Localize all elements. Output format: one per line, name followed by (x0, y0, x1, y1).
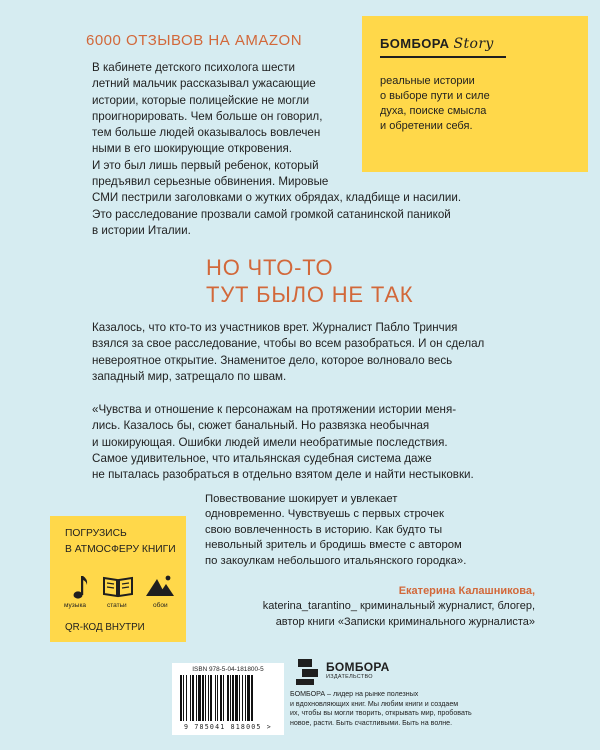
intro-line: ными в его шокирующие откровения. (92, 142, 292, 156)
isbn-text: ISBN 978-5-04-181800-5 (192, 666, 264, 673)
intro-line: Это расследование прозвали самой громкой сатанинской паникой (92, 207, 451, 221)
story-line: Казалось, что кто-то из участников врет. Журналист Пабло Тринчия (92, 321, 458, 334)
quote-line: и шокирующая. Ошибки людей имели необратимые последствия. (92, 435, 448, 449)
quote2-line: по закоулкам небольшого итальянского городка». (205, 554, 467, 567)
intro-line: предъявил серьезные обвинения. Мировые (92, 175, 329, 189)
publisher-line: их, чтобы вы могли творить, открывать мир, пробовать (290, 709, 472, 717)
quote2-line: свою вовлеченность в историю. Как будто ты (205, 523, 443, 536)
music-label: музыка (64, 602, 87, 609)
series-description (380, 74, 580, 134)
barcode-number: 9 785041 818005 > (184, 723, 272, 731)
intro-line: тем больше людей оказывалось вовлечен (92, 126, 321, 140)
intro-line: И это был лишь первый ребенок, который (92, 158, 319, 172)
publisher-subtitle: ИЗДАТЕЛЬСТВО (326, 674, 373, 680)
music-note-icon (72, 574, 90, 600)
intro-line: СМИ пестрили заголовками о жутких обрядах, кладбище и насилии. (92, 191, 462, 205)
series-line: и обретении себя. (380, 120, 473, 132)
intro-line: в истории Италии. (92, 223, 191, 237)
story-line: взялся за свое расследование, чтобы во всем разобраться. И он сделал (92, 337, 485, 351)
publisher-logo-icon (294, 655, 322, 687)
section-heading-line: НО ЧТО-ТО (206, 255, 334, 280)
promo-heading-line: ПОГРУЗИСЬ (65, 528, 127, 539)
section-heading-line: ТУТ БЫЛО НЕ ТАК (206, 282, 414, 307)
quote2-line: невольный зритель и бродишь вместе с автором (205, 539, 462, 552)
intro-line: летний мальчик рассказывал ужасающие (92, 77, 316, 91)
barcode-bars (180, 675, 276, 721)
intro-line: В кабинете детского психолога шести (92, 61, 295, 74)
book-icon (103, 574, 133, 598)
series-line: о выборе пути и силе (380, 90, 490, 102)
author-attribution (205, 584, 535, 630)
articles-label: статьи (107, 602, 127, 609)
review-quote (92, 402, 474, 483)
quote-line: Самое удивительное, что итальянская судебная система даже (92, 451, 432, 465)
story-line: западный мир, затрещало по швам. (92, 369, 287, 383)
publisher-name: БОМБОРА (326, 660, 390, 674)
author-name: Екатерина Калашникова, (398, 585, 535, 597)
section-heading (206, 254, 413, 308)
barcode-block (172, 663, 284, 735)
quote-line: не пыталась разобраться в отдельно взятом деле и найти нестыковки. (92, 468, 474, 482)
publisher-description (290, 690, 552, 728)
series-brand: БОМБОРА (380, 36, 450, 51)
review-quote-continued (205, 492, 535, 569)
story-line: невероятное открытие. Знаменитое дело, которое волновало весь (92, 353, 453, 367)
mountains-icon (146, 574, 174, 598)
series-line: реальные истории (380, 75, 475, 87)
promo-heading (65, 526, 176, 558)
quote-line: «Чувства и отношение к персонажам на протяжении истории меня- (92, 403, 457, 416)
series-name: Story (453, 36, 494, 52)
publisher-line: и вдохновляющих книг. Мы любим книги и создаем (290, 699, 459, 708)
author-line: katerina_tarantino_ криминальный журналист, блогер, (262, 600, 535, 613)
wallpaper-label: обои (153, 602, 168, 609)
intro-line: истории, которые полицейские не могли (92, 93, 310, 107)
story-paragraph (92, 320, 484, 385)
series-divider (380, 56, 506, 58)
publisher-line: БОМБОРА – лидер на рынке полезных (290, 690, 419, 698)
quote-line: лись. Казалось бы, сюжет банальный. Но развязка необычная (92, 419, 430, 433)
reviews-heading: 6000 ОТЗЫВОВ НА AMAZON (86, 32, 303, 49)
series-logo (380, 36, 494, 52)
promo-box (50, 516, 186, 642)
quote2-line: Повествование шокирует и увлекает (205, 493, 398, 505)
promo-heading-line: В АТМОСФЕРУ КНИГИ (65, 544, 176, 555)
author-line: автор книги «Записки криминального журналиста» (275, 615, 535, 628)
qr-note: QR-КОД ВНУТРИ (65, 622, 145, 633)
intro-line: проигнорировать. Чем больше он говорил, (92, 109, 323, 123)
series-line: духа, поиске смысла (380, 105, 487, 117)
publisher-line: новое, расти. Быть счастливыми. Быть на волне. (290, 718, 453, 727)
series-box (362, 16, 588, 172)
quote2-line: одновременно. Чувствуешь с первых строчек (205, 508, 444, 521)
